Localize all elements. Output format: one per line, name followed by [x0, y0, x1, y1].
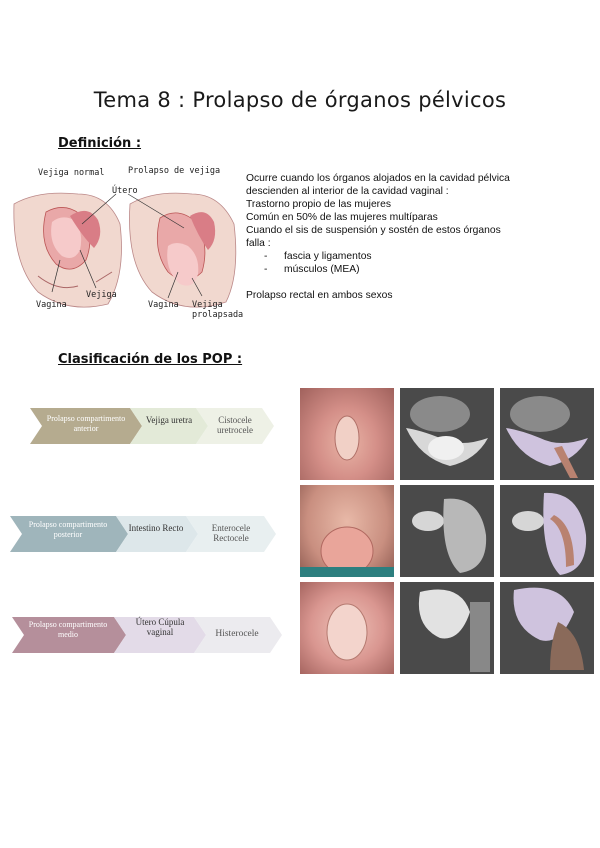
flow-anterior [8, 405, 298, 449]
prolapse-pelvis [129, 193, 235, 307]
flow-posterior [8, 513, 298, 557]
definition-heading: Definición : [58, 136, 142, 151]
clinical-mri-image-grid [300, 388, 596, 674]
clinical-photo-anterior [300, 388, 394, 480]
definition-line: falla : [246, 238, 271, 249]
flow-medio [8, 614, 298, 658]
flow-step-3: Enterocele Rectocele [211, 523, 251, 543]
mri-posterior-annotated [500, 485, 594, 577]
flow-step-2: Vejiga uretra [145, 415, 193, 425]
label-vejiga-prolapsada: Vejiga prolapsada [192, 300, 244, 320]
list-item: - fascia y ligamentos [264, 251, 372, 262]
flow-step-2: Intestino Recto [128, 523, 184, 533]
clinical-photo-medio [300, 582, 394, 674]
mri-anterior-annotated [500, 388, 594, 480]
flow-step-3: Histerocele [215, 629, 259, 639]
bullet-marker: - [264, 251, 268, 262]
label-prolapso-vejiga: Prolapso de vejiga [128, 166, 221, 176]
definition-line: Común en 50% de las mujeres multíparas [246, 212, 438, 223]
mri-medio [400, 582, 494, 674]
bullet-marker: - [264, 264, 268, 275]
mri-posterior [400, 485, 494, 577]
definition-line: descienden al interior de la cavidad vaginal : [246, 186, 449, 197]
mri-medio-annotated [500, 582, 594, 674]
label-vagina-left: Vagina [36, 300, 67, 310]
classification-heading: Clasificación de los POP : [58, 352, 243, 367]
mri-anterior [400, 388, 494, 480]
closing-line: Prolapso rectal en ambos sexos [246, 290, 393, 301]
definition-line: Trastorno propio de las mujeres [246, 199, 391, 210]
label-utero: Útero [112, 186, 138, 196]
list-item: - músculos (MEA) [264, 264, 360, 275]
label-vejiga-normal: Vejiga normal [38, 168, 105, 178]
flow-chevron-2 [116, 516, 198, 552]
definition-line: Cuando el sis de suspensión y sostén de estos órganos [246, 225, 501, 236]
clinical-photo-posterior [300, 485, 394, 577]
flow-step-3: Cistocele uretrocele [217, 415, 253, 435]
flow-step-1: Prolapso compartimento medio [28, 620, 108, 639]
definition-text [246, 172, 566, 302]
page-title: Tema 8 : Prolapso de órganos pélvicos [93, 88, 507, 112]
label-vejiga-left: Vejiga [86, 290, 117, 300]
label-vagina-right: Vagina [148, 300, 179, 310]
definition-line: Ocurre cuando los órganos alojados en la cavidad pélvica [246, 173, 510, 184]
flow-step-1: Prolapso compartimento anterior [46, 414, 126, 433]
bladder-prolapse-illustration [8, 164, 244, 322]
flow-step-1: Prolapso compartimento posterior [28, 520, 108, 539]
flow-step-2: Útero Cúpula vaginal [135, 617, 185, 637]
